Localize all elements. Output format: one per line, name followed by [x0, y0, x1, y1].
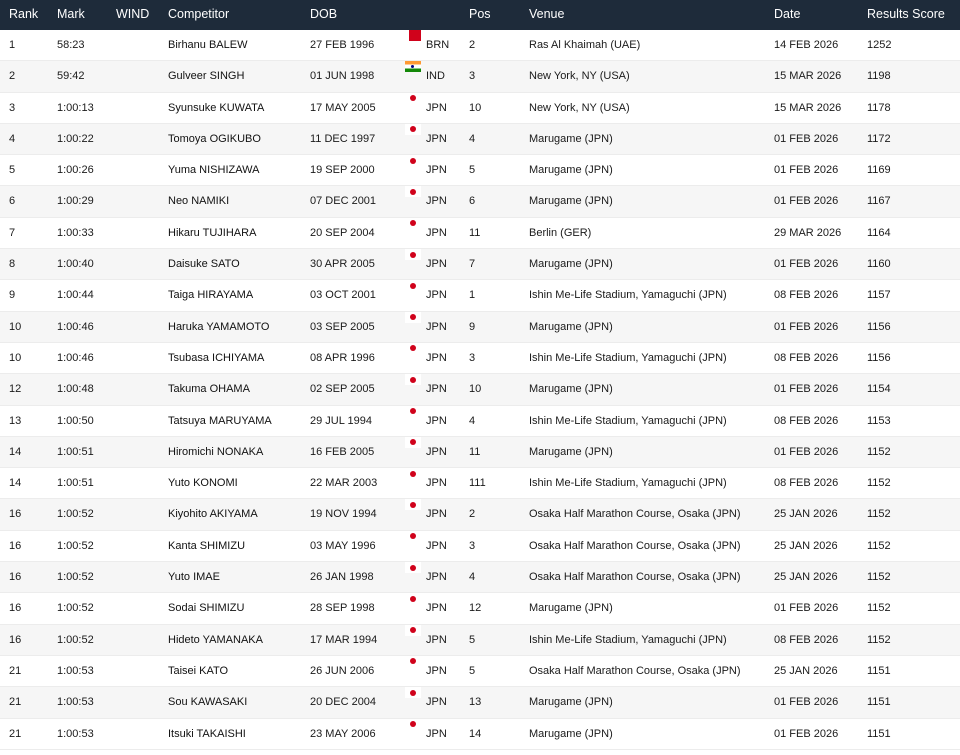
pos-cell: 11: [469, 226, 481, 239]
pos-cell: 3: [469, 539, 476, 552]
date-cell: 01 FEB 2026: [774, 445, 839, 458]
venue-cell: Ishin Me-Life Stadium, Yamaguchi (JPN): [529, 633, 727, 646]
competitor-name[interactable]: Daisuke SATO: [168, 258, 240, 271]
mark-cell: 1:00:50: [57, 414, 94, 427]
jpn-flag-icon: [405, 468, 421, 479]
rank-cell: 14: [9, 477, 22, 490]
jpn-flag-icon: [405, 625, 421, 636]
dob-cell: 19 NOV 1994: [310, 508, 377, 521]
pos-cell: 4: [469, 414, 476, 427]
rank-cell: 21: [9, 664, 22, 677]
dob-cell: 17 MAR 1994: [310, 633, 378, 646]
nationality-code: IND: [426, 70, 445, 83]
jpn-flag-icon: [405, 719, 421, 730]
mark-cell: 1:00:46: [57, 351, 94, 364]
results-score-cell: 1152: [867, 539, 891, 552]
rank-cell: 4: [9, 132, 16, 145]
dob-cell: 27 FEB 1996: [310, 39, 375, 51]
pos-cell: 13: [469, 696, 482, 709]
results-score-cell: 1154: [867, 383, 891, 396]
jpn-flag-icon: [405, 406, 421, 417]
venue-cell: Ishin Me-Life Stadium, Yamaguchi (JPN): [529, 477, 727, 490]
jpn-flag-icon: [405, 280, 421, 291]
rank-cell: 6: [9, 195, 16, 208]
dob-cell: 26 JUN 2006: [310, 664, 375, 677]
results-score-cell: 1152: [867, 445, 891, 458]
results-score-cell: 1172: [867, 132, 891, 145]
date-cell: 08 FEB 2026: [774, 351, 839, 364]
nationality-code: JPN: [426, 351, 447, 364]
dob-cell: 07 DEC 2001: [310, 195, 377, 208]
date-cell: 15 MAR 2026: [774, 101, 842, 114]
mark-cell: 1:00:51: [57, 445, 94, 458]
mark-cell: 1:00:52: [57, 602, 94, 615]
mark-cell: 1:00:33: [57, 226, 94, 239]
dob-cell: 17 MAY 2005: [310, 101, 376, 114]
results-score-cell: 1153: [867, 414, 891, 427]
date-cell: 01 FEB 2026: [774, 696, 839, 709]
mark-cell: 1:00:52: [57, 539, 94, 552]
mark-cell: 1:00:40: [57, 258, 94, 271]
venue-cell: Ras Al Khaimah (UAE): [529, 39, 641, 51]
table-row: [0, 719, 960, 750]
mark-cell: 1:00:52: [57, 508, 94, 521]
dob-cell: 26 JAN 1998: [310, 571, 374, 584]
table-row: [0, 186, 960, 217]
table-row: [0, 280, 960, 311]
nationality-code: JPN: [426, 445, 447, 458]
competitor-name[interactable]: Birhanu BALEW: [168, 39, 248, 51]
date-cell: 01 FEB 2026: [774, 258, 839, 271]
table-row: [0, 406, 960, 437]
competitor-name[interactable]: Yuma NISHIZAWA: [168, 164, 260, 177]
nationality-code: JPN: [426, 696, 447, 709]
nationality-code: JPN: [426, 508, 447, 521]
competitor-name[interactable]: Itsuki TAKAISHI: [168, 727, 246, 740]
nationality-code: JPN: [426, 664, 447, 677]
mark-cell: 1:00:22: [57, 132, 94, 145]
date-cell: 08 FEB 2026: [774, 477, 839, 490]
competitor-name[interactable]: Yuto KONOMI: [168, 477, 238, 490]
competitor-name[interactable]: Yuto IMAE: [168, 571, 220, 584]
header-venue[interactable]: Venue: [529, 7, 565, 21]
header-pos[interactable]: Pos: [469, 7, 491, 21]
date-cell: 01 FEB 2026: [774, 383, 839, 396]
nationality-code: JPN: [426, 195, 447, 208]
rank-cell: 7: [9, 226, 16, 239]
mark-cell: 1:00:44: [57, 289, 94, 302]
nationality-code: JPN: [426, 539, 447, 552]
table-row: [0, 468, 960, 499]
date-cell: 29 MAR 2026: [774, 226, 842, 239]
dob-cell: 28 SEP 1998: [310, 602, 375, 615]
jpn-flag-icon: [405, 124, 421, 135]
jpn-flag-icon: [405, 93, 421, 104]
venue-cell: Berlin (GER): [529, 226, 592, 239]
jpn-flag-icon: [405, 374, 421, 385]
date-cell: 01 FEB 2026: [774, 164, 839, 177]
results-score-cell: 1152: [867, 602, 891, 615]
mark-cell: 59:42: [57, 70, 85, 83]
nationality-code: JPN: [426, 101, 447, 114]
competitor-name[interactable]: Takuma OHAMA: [168, 383, 250, 396]
date-cell: 01 FEB 2026: [774, 132, 839, 145]
nationality-code: JPN: [426, 164, 447, 177]
header-date[interactable]: Date: [774, 7, 801, 21]
competitor-name[interactable]: Gulveer SINGH: [168, 70, 245, 83]
dob-cell: 16 FEB 2005: [310, 445, 375, 458]
rank-cell: 8: [9, 258, 16, 271]
jpn-flag-icon: [405, 562, 421, 573]
dob-cell: 08 APR 1996: [310, 351, 375, 364]
jpn-flag-icon: [405, 437, 421, 448]
dob-cell: 19 SEP 2000: [310, 164, 375, 177]
rank-cell: 16: [9, 602, 22, 615]
rank-cell: 3: [9, 101, 16, 114]
results-score-cell: 1198: [867, 70, 891, 83]
dob-cell: 29 JUL 1994: [310, 414, 372, 427]
date-cell: 25 JAN 2026: [774, 539, 838, 552]
venue-cell: Osaka Half Marathon Course, Osaka (JPN): [529, 539, 741, 552]
rank-cell: 1: [9, 39, 16, 51]
mark-cell: 1:00:52: [57, 571, 94, 584]
nationality-code: JPN: [426, 633, 447, 646]
date-cell: 08 FEB 2026: [774, 414, 839, 427]
results-score-cell: 1164: [867, 226, 891, 239]
results-score-cell: 1152: [867, 477, 891, 490]
table-row: [0, 437, 960, 468]
date-cell: 01 FEB 2026: [774, 195, 839, 208]
venue-cell: Marugame (JPN): [529, 602, 613, 615]
dob-cell: 02 SEP 2005: [310, 383, 375, 396]
competitor-name[interactable]: Hideto YAMANAKA: [168, 633, 263, 646]
nationality-code: JPN: [426, 383, 447, 396]
rank-cell: 14: [9, 445, 22, 458]
table-row: [0, 499, 960, 530]
results-score-cell: 1151: [867, 727, 891, 740]
competitor-name[interactable]: Sodai SHIMIZU: [168, 602, 245, 615]
brn-flag-icon: [405, 30, 421, 41]
rank-cell: 10: [9, 320, 22, 333]
competitor-name[interactable]: Hikaru TUJIHARA: [168, 226, 257, 239]
dob-cell: 03 OCT 2001: [310, 289, 376, 302]
rank-cell: 12: [9, 383, 22, 396]
rank-cell: 5: [9, 164, 16, 177]
nationality-code: JPN: [426, 226, 447, 239]
dob-cell: 23 MAY 2006: [310, 727, 376, 740]
jpn-flag-icon: [405, 186, 421, 197]
dob-cell: 22 MAR 2003: [310, 477, 378, 490]
venue-cell: Marugame (JPN): [529, 132, 613, 145]
competitor-name[interactable]: Taisei KATO: [168, 664, 229, 677]
results-score-cell: 1169: [867, 164, 891, 177]
table-header: [0, 0, 960, 30]
results-score-cell: 1178: [867, 101, 891, 114]
table-row: [0, 312, 960, 343]
nationality-code: JPN: [426, 602, 447, 615]
table-row: [0, 656, 960, 687]
venue-cell: Marugame (JPN): [529, 195, 613, 208]
pos-cell: 2: [469, 39, 476, 51]
header-dob[interactable]: DOB: [310, 7, 338, 21]
mark-cell: 1:00:51: [57, 477, 94, 490]
results-score-cell: 1157: [867, 289, 891, 302]
date-cell: 15 MAR 2026: [774, 70, 842, 83]
date-cell: 01 FEB 2026: [774, 727, 839, 740]
venue-cell: Ishin Me-Life Stadium, Yamaguchi (JPN): [529, 414, 727, 427]
mark-cell: 1:00:13: [57, 101, 94, 114]
date-cell: 08 FEB 2026: [774, 633, 839, 646]
venue-cell: New York, NY (USA): [529, 70, 630, 83]
dob-cell: 20 DEC 2004: [310, 696, 377, 709]
table-row: [0, 249, 960, 280]
competitor-name[interactable]: Hiromichi NONAKA: [168, 445, 264, 458]
dob-cell: 01 JUN 1998: [310, 70, 375, 83]
competitor-name[interactable]: Taiga HIRAYAMA: [168, 289, 254, 302]
pos-cell: 14: [469, 727, 482, 740]
pos-cell: 10: [469, 101, 482, 114]
table-row: [0, 155, 960, 186]
header-competitor[interactable]: Competitor: [168, 7, 230, 21]
rank-cell: 21: [9, 696, 22, 709]
table-row: [0, 374, 960, 405]
pos-cell: 3: [469, 351, 476, 364]
jpn-flag-icon: [405, 531, 421, 542]
pos-cell: 1: [469, 289, 476, 302]
pos-cell: 2: [469, 508, 476, 521]
header-wind[interactable]: WIND: [116, 7, 150, 21]
competitor-name[interactable]: Tatsuya MARUYAMA: [168, 414, 272, 427]
competitor-name[interactable]: Syunsuke KUWATA: [168, 101, 265, 114]
header-rank[interactable]: Rank: [9, 7, 39, 21]
table-row: [0, 343, 960, 374]
mark-cell: 58:23: [57, 39, 85, 51]
competitor-name[interactable]: Tsubasa ICHIYAMA: [168, 351, 265, 364]
rank-cell: 2: [9, 70, 16, 83]
nationality-code: JPN: [426, 258, 447, 271]
results-score-cell: 1160: [867, 258, 891, 271]
rank-cell: 16: [9, 508, 22, 521]
jpn-flag-icon: [405, 343, 421, 354]
results-score-cell: 1152: [867, 508, 891, 521]
pos-cell: 111: [469, 477, 486, 490]
date-cell: 08 FEB 2026: [774, 289, 839, 302]
nationality-code: BRN: [426, 39, 450, 51]
header-mark[interactable]: Mark: [57, 7, 85, 21]
table-row: [0, 625, 960, 656]
jpn-flag-icon: [405, 155, 421, 166]
table-row: [0, 124, 960, 155]
venue-cell: Marugame (JPN): [529, 727, 613, 740]
venue-cell: Marugame (JPN): [529, 164, 613, 177]
nationality-code: JPN: [426, 727, 447, 740]
dob-cell: 03 SEP 2005: [310, 320, 375, 333]
competitor-name[interactable]: Sou KAWASAKI: [168, 696, 248, 709]
jpn-flag-icon: [405, 593, 421, 604]
competitor-name[interactable]: Kanta SHIMIZU: [168, 539, 246, 552]
mark-cell: 1:00:52: [57, 633, 94, 646]
results-score-cell: 1151: [867, 696, 891, 709]
rank-cell: 9: [9, 289, 16, 302]
rank-cell: 16: [9, 633, 22, 646]
pos-cell: 6: [469, 195, 476, 208]
dob-cell: 11 DEC 1997: [310, 132, 376, 145]
pos-cell: 7: [469, 258, 476, 271]
table-body: [0, 30, 960, 750]
nationality-code: JPN: [426, 132, 447, 145]
competitor-name[interactable]: Tomoya OGIKUBO: [168, 132, 261, 145]
mark-cell: 1:00:48: [57, 383, 94, 396]
pos-cell: 12: [469, 602, 482, 615]
nationality-code: JPN: [426, 320, 447, 333]
results-score-cell: 1167: [867, 195, 891, 208]
venue-cell: Marugame (JPN): [529, 696, 613, 709]
venue-cell: Ishin Me-Life Stadium, Yamaguchi (JPN): [529, 351, 727, 364]
dob-cell: 20 SEP 2004: [310, 226, 375, 239]
mark-cell: 1:00:53: [57, 727, 94, 740]
pos-cell: 5: [469, 633, 476, 646]
venue-cell: New York, NY (USA): [529, 101, 630, 114]
table-row: [0, 531, 960, 562]
venue-cell: Ishin Me-Life Stadium, Yamaguchi (JPN): [529, 289, 727, 302]
date-cell: 01 FEB 2026: [774, 602, 839, 615]
pos-cell: 11: [469, 445, 481, 458]
date-cell: 25 JAN 2026: [774, 664, 838, 677]
pos-cell: 10: [469, 383, 482, 396]
results-score-cell: 1151: [867, 664, 891, 677]
date-cell: 25 JAN 2026: [774, 508, 838, 521]
pos-cell: 4: [469, 132, 476, 145]
jpn-flag-icon: [405, 312, 421, 323]
rank-cell: 10: [9, 351, 22, 364]
jpn-flag-icon: [405, 249, 421, 260]
pos-cell: 9: [469, 320, 476, 333]
table-row: [0, 687, 960, 718]
jpn-flag-icon: [405, 656, 421, 667]
results-score-cell: 1252: [867, 39, 892, 51]
date-cell: 25 JAN 2026: [774, 571, 838, 584]
mark-cell: 1:00:26: [57, 164, 94, 177]
results-score-cell: 1156: [867, 351, 891, 364]
rank-cell: 13: [9, 414, 22, 427]
mark-cell: 1:00:29: [57, 195, 94, 208]
jpn-flag-icon: [405, 499, 421, 510]
nationality-code: JPN: [426, 414, 447, 427]
mark-cell: 1:00:53: [57, 664, 94, 677]
dob-cell: 30 APR 2005: [310, 258, 375, 271]
rank-cell: 16: [9, 539, 22, 552]
pos-cell: 3: [469, 70, 476, 83]
venue-cell: Osaka Half Marathon Course, Osaka (JPN): [529, 664, 741, 677]
rank-cell: 21: [9, 727, 22, 740]
nationality-code: JPN: [426, 477, 447, 490]
results-score-cell: 1156: [867, 320, 891, 333]
mark-cell: 1:00:53: [57, 696, 94, 709]
pos-cell: 4: [469, 571, 476, 584]
rank-cell: 16: [9, 571, 22, 584]
dob-cell: 03 MAY 1996: [310, 539, 376, 552]
table-row: [0, 562, 960, 593]
date-cell: 01 FEB 2026: [774, 320, 839, 333]
competitor-name[interactable]: Haruka YAMAMOTO: [168, 320, 270, 333]
results-score-cell: 1152: [867, 571, 891, 584]
date-cell: 14 FEB 2026: [774, 39, 839, 51]
venue-cell: Osaka Half Marathon Course, Osaka (JPN): [529, 571, 741, 584]
pos-cell: 5: [469, 664, 476, 677]
venue-cell: Marugame (JPN): [529, 258, 613, 271]
pos-cell: 5: [469, 164, 476, 177]
table-row: [0, 61, 960, 92]
header-results-score[interactable]: Results Score: [867, 7, 945, 21]
table-row: [0, 593, 960, 624]
venue-cell: Marugame (JPN): [529, 383, 613, 396]
jpn-flag-icon: [405, 687, 421, 698]
results-score-cell: 1152: [867, 633, 891, 646]
table-row: [0, 218, 960, 249]
table-row: [0, 30, 960, 61]
ind-flag-icon: [405, 61, 421, 72]
nationality-code: JPN: [426, 289, 447, 302]
jpn-flag-icon: [405, 218, 421, 229]
table-row: [0, 93, 960, 124]
competitor-name[interactable]: Kiyohito AKIYAMA: [168, 508, 258, 521]
nationality-code: JPN: [426, 571, 447, 584]
venue-cell: Marugame (JPN): [529, 445, 613, 458]
venue-cell: Osaka Half Marathon Course, Osaka (JPN): [529, 508, 741, 521]
competitor-name[interactable]: Neo NAMIKI: [168, 195, 230, 208]
venue-cell: Marugame (JPN): [529, 320, 613, 333]
mark-cell: 1:00:46: [57, 320, 94, 333]
